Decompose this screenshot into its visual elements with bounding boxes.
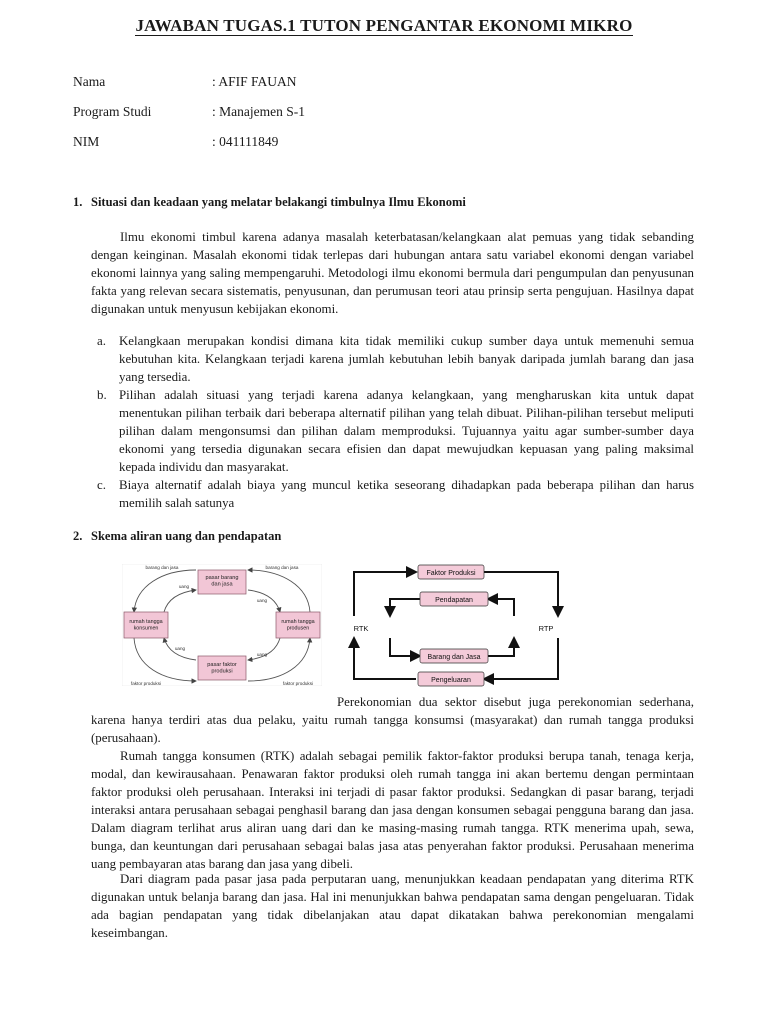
section-2-paragraph-3: Dari diagram pada pasar jasa pada perputaran uang, menunjukkan keadaan pendapatan yang diterima RTK digunakan untuk belanja barang dan jasa. Hal ini menunjukkan bahwa pendapatan sama dengan pengeluaran. Tidak ada bagian pendapatan yang tidak dibelanjakan atau dapat dikatakan bahwa perekonomian mengalami keseimbangan.: [91, 872, 694, 940]
info-label: Program Studi: [73, 104, 152, 119]
box-pendapatan: [420, 592, 488, 606]
section-2-heading: [73, 529, 281, 544]
box-label: Pendapatan: [435, 597, 473, 604]
list-text: Biaya alternatif adalah biaya yang muncul ketika seseorang dihadapkan pada beberapa pilihan dan harus memilih salah satunya: [119, 478, 694, 510]
section-title: Skema aliran uang dan pendapatan: [91, 529, 282, 543]
section-title: Situasi dan keadaan yang melatar belakangi timbulnya Ilmu Ekonomi: [91, 195, 466, 209]
box-label: Pengeluaran: [431, 677, 471, 684]
box-label: pasar barang dan jasa: [205, 575, 239, 588]
box-label: rumah tangga konsumen: [129, 619, 163, 632]
flow-label-faktor-produksi-right: faktor produksi: [282, 681, 314, 686]
flow-label-barang-jasa-right: barang dan jasa: [265, 565, 299, 570]
section-1-paragraph: Ilmu ekonomi timbul karena adanya masalah keterbatasan/kelangkaan alat pemuas yang tidak sebanding dengan keinginan. Masalah ekonomi tidak terlepas dari hubungan antara satu variabel ekonomi dengan variabel ekonomi lainnya yang saling mempengaruhi. Metodologi ilmu ekonomi bermula dari pengumpulan dan penyusunan fakta yang relevan secara sistematis, penyusunan, dan perumusan teori atau prinsip serta pengujuan. Hasilnya dapat digunakan untuk menyusun kebijakan ekonomi.: [91, 230, 694, 316]
box-rtk: [344, 618, 382, 636]
box-pasar-barang: [198, 570, 246, 594]
list-item-b: [97, 386, 694, 476]
flow-label-uang: uang: [256, 652, 268, 657]
list-text: Kelangkaan merupakan kondisi dimana kita tidak memiliki cukup sumber daya untuk memenuhi semua kebutuhan kita. Kelangkaan terjadi karena jumlah kebutuhan lebih banyak daripada jumlah barang dan jasa yang tersedia.: [119, 334, 694, 384]
flow-label-uang: uang: [256, 598, 268, 603]
circular-flow-diagram: [122, 564, 322, 686]
info-label: NIM: [73, 134, 100, 149]
box-label: Faktor Produksi: [426, 570, 476, 577]
box-rumah-tangga-konsumen: [124, 612, 168, 638]
list-marker: a.: [97, 334, 106, 348]
rtk-rtp-flow-diagram: [344, 560, 572, 690]
info-value: : Manajemen S-1: [212, 104, 305, 119]
list-item-c: [97, 476, 694, 512]
section-2-paragraph-2: Rumah tangga konsumen (RTK) adalah sebagai pemilik faktor-faktor produksi berupa tanah, tenaga kerja, modal, dan kewirausahaan. Penawaran faktor produksi oleh rumah tangga ini akan bertemu dengan permintaan faktor produksi oleh perusahaan. Interaksi ini terjadi di pasar faktor produksi. Sedangkan di pasar barang, terjadi interaksi antara perusahaan sebagai penghasil barang dan jasa dengan konsumen sebagai pengguna barang dan jasa. Dalam diagram terlihat arus aliran uang dari dan ke masing-masing rumah tangga. RTK menerima upah, sewa, bunga, dan keuntungan dari perusahaan sebagai balas jasa atas penyerahan faktor produksi. Perusahaan menerima uang pembayaran atas barang dan jasa yang dibeli.: [91, 749, 694, 871]
box-label: rumah tangga produsen: [281, 619, 315, 632]
flow-label-uang: uang: [178, 584, 190, 589]
flow-label-faktor-produksi-left: faktor produksi: [130, 681, 162, 686]
box-label: RTK: [353, 624, 369, 633]
info-value: : AFIF FAUAN: [212, 74, 297, 89]
box-label: Barang dan Jasa: [427, 654, 481, 661]
box-rumah-tangga-produsen: [276, 612, 320, 638]
box-pasar-faktor: [198, 656, 246, 680]
list-text: Pilihan adalah situasi yang terjadi karena adanya kelangkaan, yang mengharuskan kita untuk dapat menentukan pilihan terbaik dari beberapa alternatif pilihan yang telah dibuat. Pilihan-pilihan tersebut meliputi pilihan dalam mengonsumsi dan pilihan dalam memproduksi. Tujuannya yaitu agar sumber-sumber daya ekonomi yang tersedia digunakan secara efisien dan dapat mewujudkan kepuasan yang paling maksimal kepada individu dan masyarakat.: [119, 388, 694, 474]
section-1-heading: [73, 195, 466, 210]
section-number: 2.: [73, 529, 83, 543]
section-2-paragraph-1: Perekonomian dua sektor disebut juga perekonomian sederhana, karena hanya terdiri atas dua pelaku, yaitu rumah tangga konsumsi (masyarakat) dan rumah tangga produksi (perusahaan).: [91, 695, 694, 745]
box-faktor-produksi: [418, 565, 484, 579]
flow-label-barang-jasa-left: barang dan jasa: [145, 565, 179, 570]
info-label: Nama: [73, 74, 106, 89]
flow-label-uang: uang: [174, 646, 186, 651]
box-label: pasar faktor produksi: [207, 662, 237, 675]
list-marker: c.: [97, 478, 106, 492]
list-marker: b.: [97, 388, 107, 402]
box-label: RTP: [538, 624, 554, 633]
box-pengeluaran: [418, 672, 484, 686]
box-barang-dan-jasa: [420, 649, 488, 663]
document-title: JAWABAN TUGAS.1 TUTON PENGANTAR EKONOMI MIKRO: [135, 16, 633, 35]
list-item-a: [97, 332, 694, 386]
box-rtp: [522, 618, 562, 636]
section-number: 1.: [73, 195, 83, 209]
info-value: : 041111849: [212, 134, 279, 149]
